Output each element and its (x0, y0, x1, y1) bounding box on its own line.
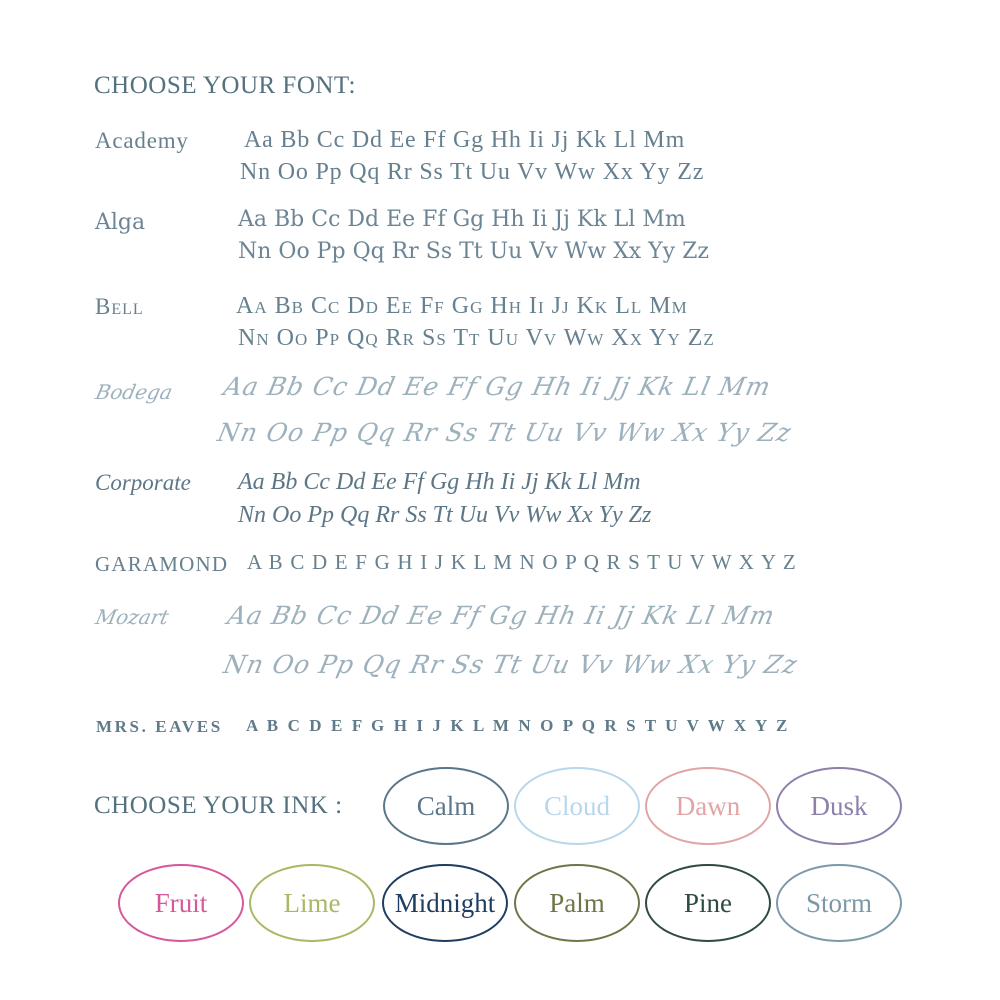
ink-option-dusk[interactable] (776, 767, 902, 845)
font-sample-alphabet: A B C D E F G H I J K L M N O P Q R S T U V W X Y Z (246, 716, 790, 735)
font-sample-alphabet: A B C D E F G H I J K L M N O P Q R S T U V W X Y Z (247, 550, 797, 574)
font-sample-line1: Aa Bb Cc Dd Ee Ff Gg Hh Ii Jj Kk Ll Mm (236, 293, 688, 319)
font-sample-line2: Nn Oo Pp Qq Rr Ss Tt Uu Vv Ww Xx Yy Zz (238, 239, 709, 264)
font-option-corporate[interactable]: Corporate (95, 470, 191, 495)
font-sample-line2: Nn Oo Pp Qq Rr Ss Tt Uu Vv Ww Xx Yy Zz (238, 502, 652, 528)
ink-option-fruit[interactable] (118, 864, 244, 942)
font-option-mrs-eaves[interactable]: MRS. EAVES (96, 717, 223, 736)
ink-section-heading: CHOOSE YOUR INK : (94, 792, 343, 819)
ink-label: Midnight (394, 887, 496, 918)
font-sample-line1: Aa Bb Cc Dd Ee Ff Gg Hh Ii Jj Kk Ll Mm (224, 601, 778, 630)
ink-label: Storm (805, 887, 872, 918)
font-sample-line2: Nn Oo Pp Qq Rr Ss Tt Uu Vv Ww Xx Yy Zz (238, 325, 715, 351)
ink-label: Lime (283, 887, 341, 918)
font-option-bodega[interactable]: Bodega (93, 380, 175, 404)
ink-label: Fruit (154, 887, 208, 918)
font-sample-line2: Nn Oo Pp Qq Rr Ss Tt Uu Vv Ww Xx Yy Zz (240, 159, 705, 185)
ink-label: Cloud (543, 790, 610, 821)
font-sample-line1: Aa Bb Cc Dd Ee Ff Gg Hh Ii Jj Kk Ll Mm (238, 469, 641, 495)
font-section-heading: CHOOSE YOUR FONT: (94, 72, 356, 99)
ink-label: Dusk (810, 790, 868, 821)
ink-label: Pine (683, 887, 732, 918)
font-option-garamond[interactable]: GARAMOND (95, 552, 229, 576)
ink-option-lime[interactable] (249, 864, 375, 942)
font-sample-line2: Nn Oo Pp Qq Rr Ss Tt Uu Vv Ww Xx Yy Zz (214, 418, 795, 447)
ink-option-midnight[interactable] (382, 864, 508, 942)
ink-label: Dawn (675, 790, 741, 821)
font-sample-line2: Nn Oo Pp Qq Rr Ss Tt Uu Vv Ww Xx Yy Zz (220, 650, 801, 679)
ink-option-palm[interactable] (514, 864, 640, 942)
font-sample-line1: Aa Bb Cc Dd Ee Ff Gg Hh Ii Jj Kk Ll Mm (244, 127, 686, 153)
ink-option-calm[interactable] (383, 767, 509, 845)
ink-label: Calm (416, 790, 476, 821)
ink-option-cloud[interactable] (514, 767, 640, 845)
font-option-alga[interactable]: Alga (95, 210, 146, 235)
font-option-bell[interactable]: Bell (95, 294, 144, 319)
font-sample-line1: Aa Bb Cc Dd Ee Ff Gg Hh Ii Jj Kk Ll Mm (220, 372, 774, 401)
ink-option-pine[interactable] (645, 864, 771, 942)
ink-option-dawn[interactable] (645, 767, 771, 845)
ink-option-storm[interactable] (776, 864, 902, 942)
ink-label: Palm (549, 887, 605, 918)
font-sample-line1: Aa Bb Cc Dd Ee Ff Gg Hh Ii Jj Kk Ll Mm (238, 207, 686, 232)
font-option-academy[interactable]: Academy (95, 128, 189, 153)
font-option-mozart[interactable]: Mozart (93, 605, 172, 629)
